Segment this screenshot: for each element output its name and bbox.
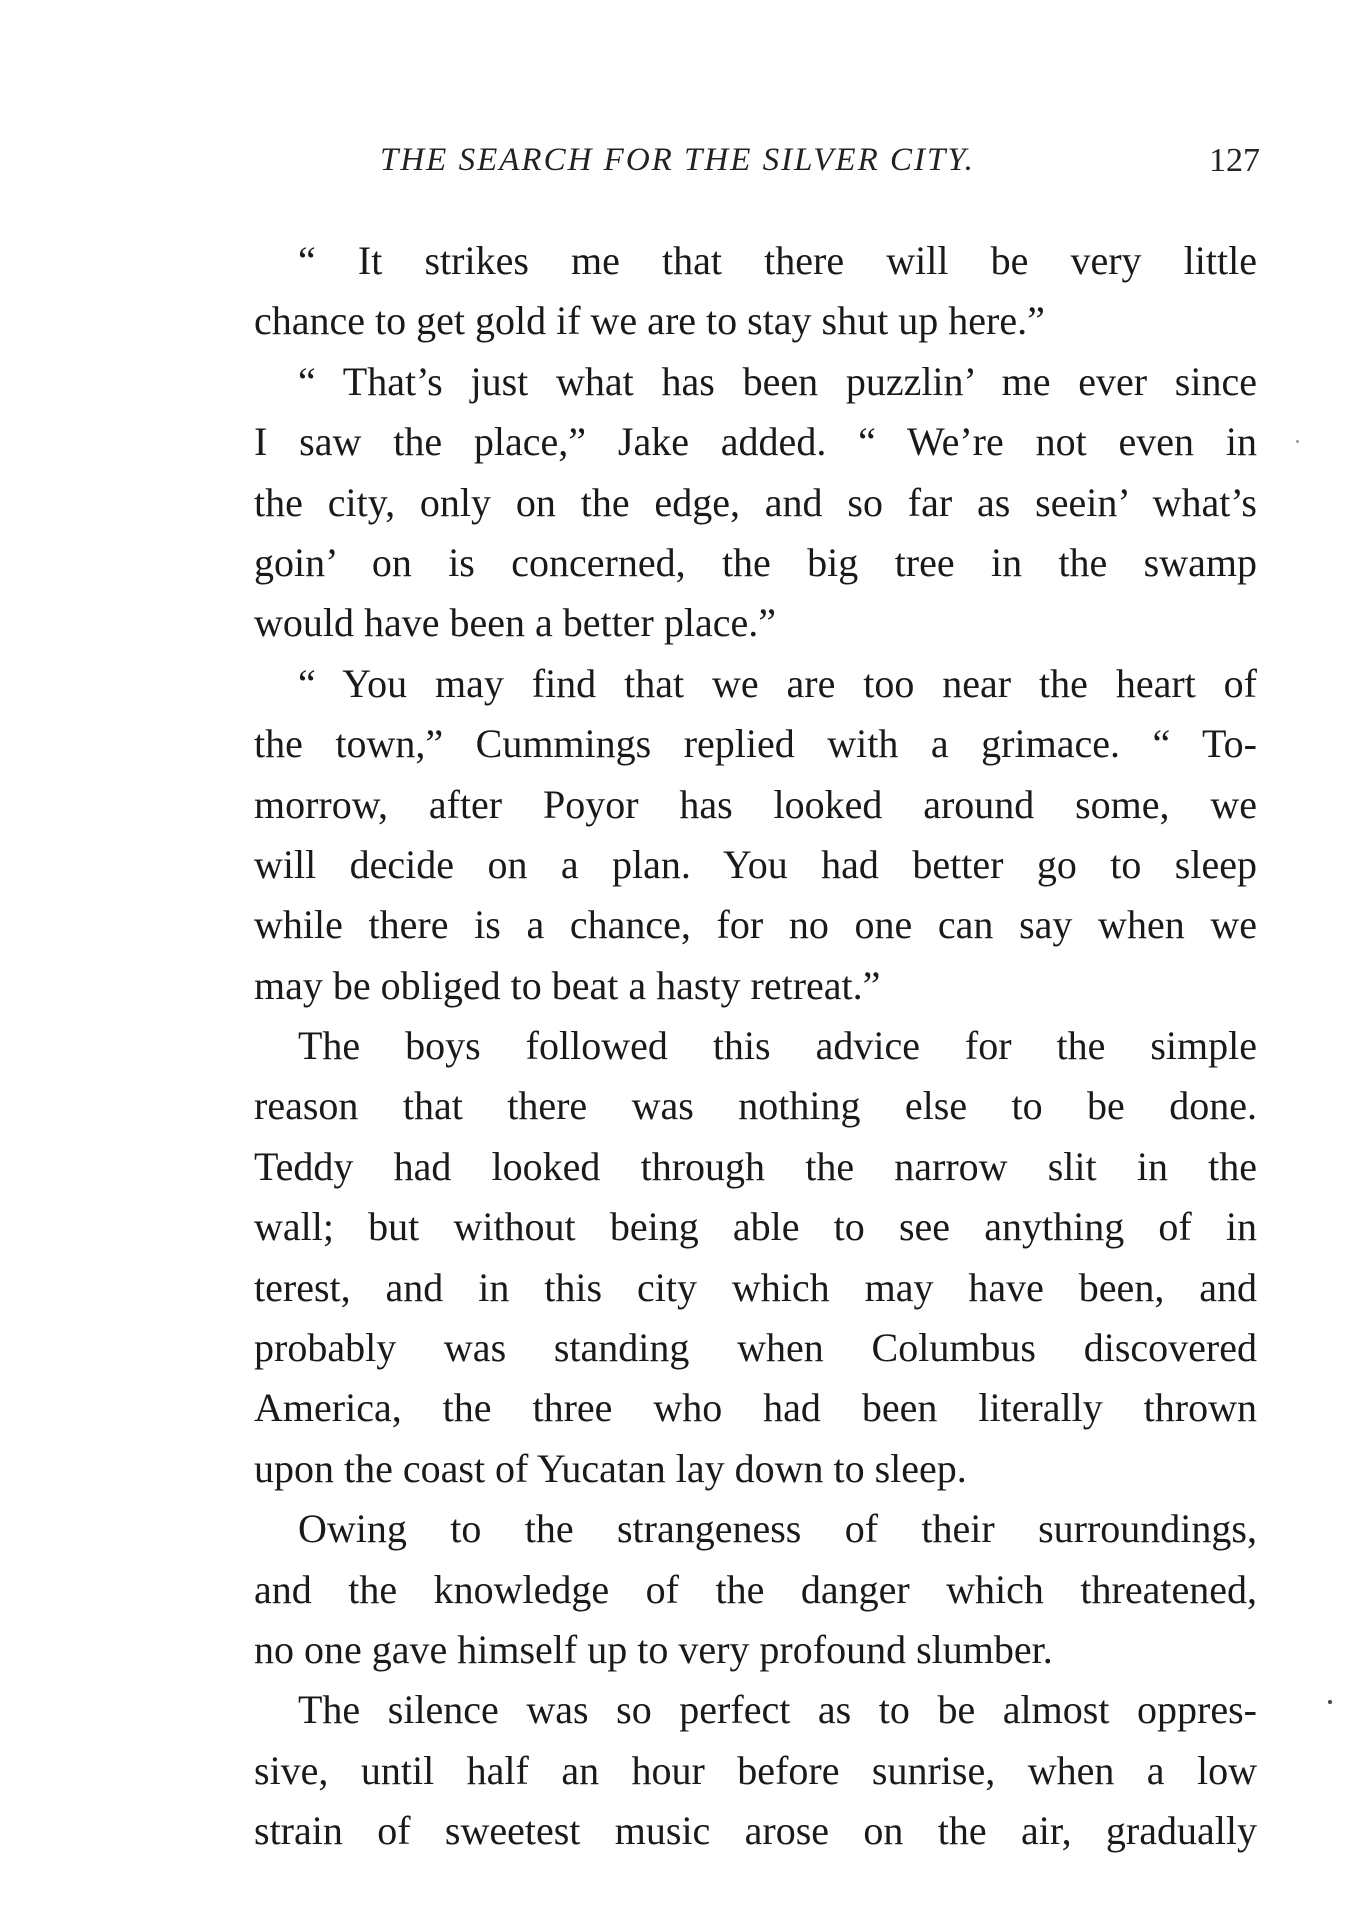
text-line: probably was standing when Columbus discovered [254, 1325, 1257, 1371]
scan-speck [1296, 440, 1299, 443]
text-line: would have been a better place.” [254, 600, 776, 646]
text-line: will decide on a plan. You had better go to sleep [254, 841, 1257, 887]
text-line: while there is a chance, for no one can say when we [254, 902, 1257, 948]
text-line: the town,” Cummings replied with a grimace. “ To- [254, 721, 1257, 767]
text-line: upon the coast of Yucatan lay down to sleep. [254, 1445, 967, 1491]
text-line: and the knowledge of the danger which threatened, [254, 1566, 1257, 1612]
text-line: strain of sweetest music arose on the air, gradually [254, 1808, 1257, 1854]
text-line: Teddy had looked through the narrow slit in the [254, 1143, 1257, 1189]
page-number: 127 [1209, 142, 1260, 179]
text-line: sive, until half an hour before sunrise, when a low [254, 1747, 1257, 1793]
text-line: “ That’s just what has been puzzlin’ me ever since [298, 358, 1257, 404]
text-line: “ It strikes me that there will be very little [298, 238, 1257, 283]
text-line: The boys followed this advice for the simple [298, 1023, 1257, 1069]
body-text [254, 231, 1257, 1862]
text-line: “ You may find that we are too near the heart of [298, 660, 1257, 706]
text-line: wall; but without being able to see anything of in [254, 1204, 1257, 1250]
text-line: goin’ on is concerned, the big tree in the swamp [254, 539, 1257, 585]
text-line: terest, and in this city which may have been, and [254, 1264, 1257, 1310]
scan-speck [1328, 1700, 1332, 1704]
text-line: the city, only on the edge, and so far as seein’ what’s [254, 479, 1257, 525]
text-line: chance to get gold if we are to stay shut up here.” [254, 298, 1045, 344]
text-line: I saw the place,” Jake added. “ We’re not even in [254, 419, 1257, 465]
text-line: America, the three who had been literally thrown [254, 1385, 1257, 1431]
text-line: Owing to the strangeness of their surroundings, [298, 1506, 1257, 1552]
text-line: no one gave himself up to very profound slumber. [254, 1626, 1053, 1672]
text-line: morrow, after Poyor has looked around some, we [254, 781, 1257, 827]
text-line: may be obliged to beat a hasty retreat.” [254, 962, 881, 1008]
running-title: THE SEARCH FOR THE SILVER CITY. [380, 142, 975, 178]
text-line: reason that there was nothing else to be done. [254, 1083, 1257, 1129]
page-header [380, 142, 1260, 192]
text-line: The silence was so perfect as to be almost oppres- [298, 1687, 1257, 1733]
